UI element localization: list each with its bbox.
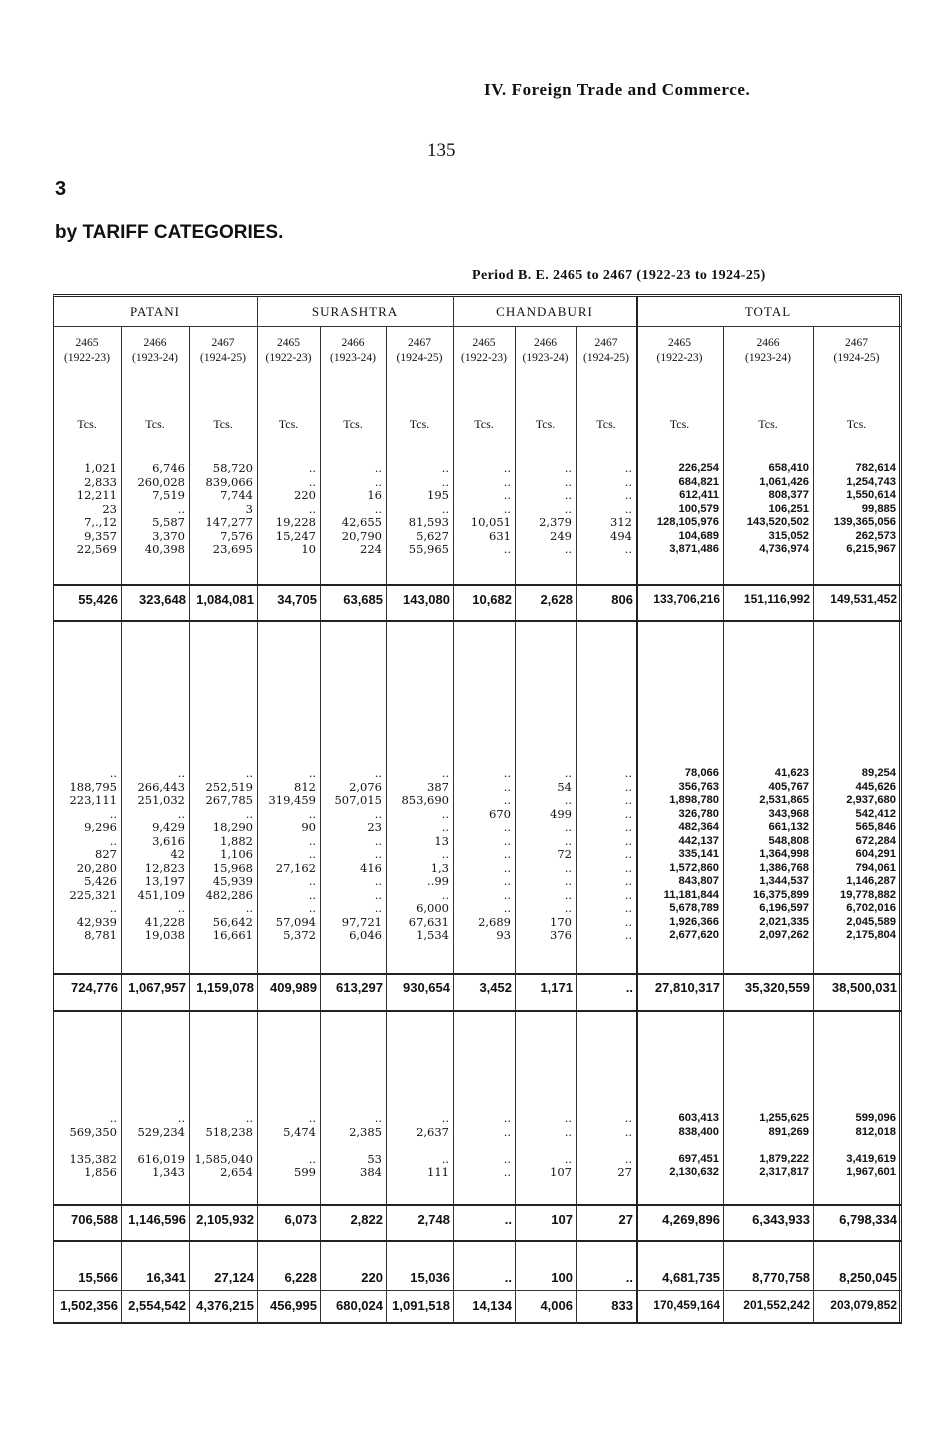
year-column-header xyxy=(453,336,515,366)
data-cell-column: 1,021 2,833 12,211 23 7,.,12 9,357 22,569 xyxy=(76,461,117,556)
row-divider xyxy=(53,1010,902,1012)
summary-row-cell: 8,250,045 xyxy=(839,1270,897,1285)
data-cell-column: 603,413 838,400 697,451 2,130,632 xyxy=(669,1112,719,1178)
period-label: (1924-25) xyxy=(583,352,629,364)
unit-label: Tcs. xyxy=(596,417,616,431)
section-total-cell: 1,084,081 xyxy=(196,592,254,607)
year-label: 2467 xyxy=(211,337,235,349)
year-column-header xyxy=(53,336,121,366)
grand-total-cell: 4,006 xyxy=(540,1298,573,1313)
unit-label: Tcs. xyxy=(409,417,430,431)
row-divider xyxy=(53,1240,902,1242)
year-column-header xyxy=(636,336,723,366)
section-total-cell: 3,452 xyxy=(479,980,512,995)
data-cell-column: .. 266,443 251,032 .. 9,429 3,616 42 12,823 13,197 451,109 .. 41,228 19,038 xyxy=(137,766,185,942)
section-total-cell: .. xyxy=(504,1212,512,1227)
period-label: (1924-25) xyxy=(396,352,443,364)
port-header: TOTAL xyxy=(744,304,792,319)
section-total-cell: 27,810,317 xyxy=(654,980,720,995)
section-total-cell: 323,648 xyxy=(139,592,186,607)
data-cell-column: 226,254 684,821 612,411 100,579 128,105,976 104,689 3,871,486 xyxy=(656,462,719,555)
section-total-cell: 55,426 xyxy=(78,592,118,607)
data-cell-column: 6,746 260,028 7,519 .. 5,587 3,370 40,398 xyxy=(137,461,185,556)
period-label: (1923-24) xyxy=(132,352,178,364)
grand-total-cell: 4,376,215 xyxy=(196,1298,254,1313)
grand-total-cell: 456,995 xyxy=(270,1298,317,1313)
data-cell-column: .. 518,238 1,585,040 2,654 xyxy=(194,1111,253,1179)
period-label: (1922-23) xyxy=(656,352,703,364)
data-cell-column: .. 2,637 .. 111 xyxy=(416,1111,449,1179)
grand-total-cell: 1,091,518 xyxy=(392,1298,450,1313)
section-total-cell: .. xyxy=(625,980,633,995)
unit-label: Tcs. xyxy=(669,417,690,431)
year-label: 2467 xyxy=(845,337,868,349)
data-cell-column: .. .. .. .. 10,051 631 .. xyxy=(470,461,511,556)
section-total-cell: 143,080 xyxy=(403,592,450,607)
section-total-cell: 6,798,334 xyxy=(839,1212,897,1227)
summary-row-cell: 4,681,735 xyxy=(662,1270,720,1285)
port-header: PATANI xyxy=(130,304,180,319)
period-label: (1922-23) xyxy=(265,352,312,364)
section-total-cell: 2,822 xyxy=(350,1212,383,1227)
data-cell-column: .. .. .. .. 2,379 249 .. xyxy=(539,461,572,556)
section-total-cell: 149,531,452 xyxy=(830,592,897,606)
period-label: (1924-25) xyxy=(833,352,880,364)
section-total-cell: 34,705 xyxy=(277,592,317,607)
summary-row-cell: 100 xyxy=(551,1270,573,1285)
data-cell-column: .. .. 220 .. 19,228 15,247 10 xyxy=(275,461,316,556)
section-total-cell: 38,500,031 xyxy=(831,980,897,995)
data-cell-column: .. 569,350 135,382 1,856 xyxy=(69,1111,117,1179)
year-label: 2467 xyxy=(408,337,431,349)
section-total-cell: 2,105,932 xyxy=(196,1212,254,1227)
data-cell-column: .. 188,795 223,111 .. 9,296 .. 827 20,280 5,426 225,321 .. 42,939 8,781 xyxy=(69,766,117,942)
year-column-header xyxy=(320,336,386,366)
section-total-cell: 1,171 xyxy=(540,980,573,995)
unit-label: Tcs. xyxy=(145,417,165,431)
summary-row-cell: 16,341 xyxy=(146,1270,186,1285)
row-divider xyxy=(53,1204,902,1206)
summary-row-cell: 220 xyxy=(361,1270,383,1285)
data-cell-column: 78,066 356,763 1,898,780 326,780 482,364 442,137 335,141 1,572,860 843,807 11,181,844 5,678,789 1,926,366 2,677,620 xyxy=(663,767,719,941)
section-total-cell: 10,682 xyxy=(472,592,512,607)
data-cell-column: 1,255,625 891,269 1,879,222 2,317,817 xyxy=(759,1112,809,1178)
section-total-cell: 724,776 xyxy=(71,980,118,995)
data-cell-column: .. .. .. 27 xyxy=(617,1111,632,1179)
year-column-header xyxy=(576,336,636,366)
data-cell-column: .. 252,519 267,785 .. 18,290 1,882 1,106 15,968 45,939 482,286 .. 56,642 16,661 xyxy=(205,766,253,942)
data-cell-column: 41,623 405,767 2,531,865 343,968 661,132 548,808 1,364,998 1,386,768 1,344,537 16,375,899 6,196,597 2,021,335 2,097,262 xyxy=(753,767,809,941)
period-label: (1923-24) xyxy=(745,352,791,364)
year-label: 2465 xyxy=(472,337,496,349)
grand-total-cell: 833 xyxy=(611,1298,633,1313)
port-header: CHANDABURI xyxy=(496,304,593,319)
page-header-title: IV. Foreign Trade and Commerce. xyxy=(484,80,751,99)
section-total-cell: 133,706,216 xyxy=(653,592,720,606)
year-column-header xyxy=(386,336,453,366)
year-column-header xyxy=(257,336,320,366)
year-column-header xyxy=(121,336,189,366)
data-cell-column: .. 529,234 616,019 1,343 xyxy=(137,1111,185,1179)
summary-row-cell: 8,770,758 xyxy=(752,1270,810,1285)
section-total-cell: 2,748 xyxy=(417,1212,450,1227)
section-total-cell: 1,067,957 xyxy=(128,980,186,995)
section-total-cell: 1,159,078 xyxy=(196,980,254,995)
period-label: (1922-23) xyxy=(64,352,110,364)
port-header: SURASHTRA xyxy=(311,304,399,319)
year-column-header xyxy=(189,336,257,366)
grand-total-cell: 203,079,852 xyxy=(830,1298,897,1312)
summary-row-cell: 6,228 xyxy=(284,1270,317,1285)
data-cell-column: .. 812 319,459 .. 90 .. .. 27,162 .. .. .. 57,094 5,372 xyxy=(268,766,316,942)
data-cell-column: .. .. 16 .. 42,655 20,790 224 xyxy=(341,461,382,556)
year-label: 2466 xyxy=(756,337,780,349)
grand-total-cell: 680,024 xyxy=(336,1298,383,1313)
unit-label: Tcs. xyxy=(846,417,867,431)
unit-label: Tcs. xyxy=(278,417,299,431)
data-cell-column: .. 54 .. 499 .. .. 72 .. .. .. .. 170 376 xyxy=(550,766,572,942)
period-label: (1922-23) xyxy=(461,352,507,364)
summary-row-cell: 27,124 xyxy=(214,1270,254,1285)
period-label: (1923-24) xyxy=(522,352,569,364)
year-label: 2466 xyxy=(341,337,365,349)
unit-label: Tcs. xyxy=(343,417,363,431)
period-label: (1923-24) xyxy=(330,352,376,364)
grand-total-cell: 14,134 xyxy=(472,1298,512,1313)
section-total-cell: 706,588 xyxy=(71,1212,118,1227)
data-cell-column: .. 2,385 53 384 xyxy=(349,1111,382,1179)
section-total-cell: 27 xyxy=(618,1212,633,1227)
data-cell-column: .. .. .. .. .. .. .. .. .. .. .. .. .. xyxy=(624,766,632,942)
year-label: 2466 xyxy=(143,337,167,349)
summary-row-cell: 15,566 xyxy=(78,1270,118,1285)
year-column-header xyxy=(813,336,900,366)
data-cell-column: .. .. .. 107 xyxy=(550,1111,572,1179)
table-number: 3 xyxy=(55,178,67,200)
data-cell-column: .. .. .. .. xyxy=(503,1111,511,1179)
section-total-cell: 6,343,933 xyxy=(752,1212,810,1227)
grand-total-cell: 1,502,356 xyxy=(60,1298,118,1313)
data-cell-column: 658,410 1,061,426 808,377 106,251 143,520,502 315,052 4,736,974 xyxy=(746,462,809,555)
section-total-cell: 6,073 xyxy=(284,1212,317,1227)
data-cell-column: .. .. 195 .. 81,593 5,627 55,965 xyxy=(408,461,449,556)
year-label: 2466 xyxy=(534,337,557,349)
data-cell-column: .. 5,474 .. 599 xyxy=(283,1111,316,1179)
year-column-header xyxy=(515,336,576,366)
section-total-cell: 107 xyxy=(551,1212,573,1227)
grand-total-cell: 201,552,242 xyxy=(743,1298,810,1312)
unit-label: Tcs. xyxy=(77,417,97,431)
summary-row-cell: 15,036 xyxy=(410,1270,450,1285)
year-column-header xyxy=(723,336,813,366)
row-divider xyxy=(53,326,902,327)
data-cell-column: .. 2,076 507,015 .. 23 .. .. 416 .. .. .. 97,721 6,046 xyxy=(334,766,382,942)
period-label: Period B. E. 2465 to 2467 (1922-23 to 1924-25) xyxy=(472,268,766,283)
section-total-cell: 63,685 xyxy=(343,592,383,607)
row-divider xyxy=(53,1290,902,1291)
unit-label: Tcs. xyxy=(758,417,778,431)
year-label: 2467 xyxy=(594,337,618,349)
data-cell-column: 58,720 839,066 7,744 3 147,277 7,576 23,695 xyxy=(205,461,253,556)
grand-total-cell: 170,459,164 xyxy=(653,1298,720,1312)
section-total-cell: 930,654 xyxy=(403,980,450,995)
table-subtitle: by TARIFF CATEGORIES. xyxy=(55,222,284,243)
unit-label: Tcs. xyxy=(213,417,233,431)
section-total-cell: 613,297 xyxy=(336,980,383,995)
section-total-cell: 806 xyxy=(611,592,633,607)
summary-row-cell: .. xyxy=(625,1270,633,1285)
data-cell-column: .. .. .. 670 .. .. .. .. .. .. .. 2,689 93 xyxy=(478,766,511,942)
grand-total-cell: 2,554,542 xyxy=(128,1298,186,1313)
section-total-cell: 151,116,992 xyxy=(743,592,810,606)
data-cell-column: .. .. .. .. 312 494 .. xyxy=(610,461,632,556)
page-number: 135 xyxy=(427,140,456,161)
unit-label: Tcs. xyxy=(474,417,494,431)
data-cell-column: 782,614 1,254,743 1,550,614 99,885 139,365,056 262,573 6,215,967 xyxy=(833,462,896,555)
row-divider xyxy=(53,973,902,975)
year-label: 2465 xyxy=(277,337,300,349)
row-divider xyxy=(53,584,902,586)
data-cell-column: 599,096 812,018 3,419,619 1,967,601 xyxy=(846,1112,896,1178)
section-total-cell: 35,320,559 xyxy=(744,980,810,995)
section-total-cell: 1,146,596 xyxy=(128,1212,186,1227)
summary-row-cell: .. xyxy=(504,1270,512,1285)
row-divider xyxy=(53,620,902,622)
period-label: (1924-25) xyxy=(200,352,246,364)
section-total-cell: 4,269,896 xyxy=(662,1212,720,1227)
unit-label: Tcs. xyxy=(535,417,556,431)
year-label: 2465 xyxy=(75,337,99,349)
section-total-cell: 2,628 xyxy=(540,592,573,607)
data-cell-column: 89,254 445,626 2,937,680 542,412 565,846 672,284 604,291 794,061 1,146,287 19,778,882 6,702,016 2,045,589 2,175,804 xyxy=(840,767,896,941)
data-cell-column: .. 387 853,690 .. .. 13 .. 1,3 ..99 .. 6,000 67,631 1,534 xyxy=(401,766,449,942)
year-label: 2465 xyxy=(668,337,691,349)
section-total-cell: 409,989 xyxy=(270,980,317,995)
